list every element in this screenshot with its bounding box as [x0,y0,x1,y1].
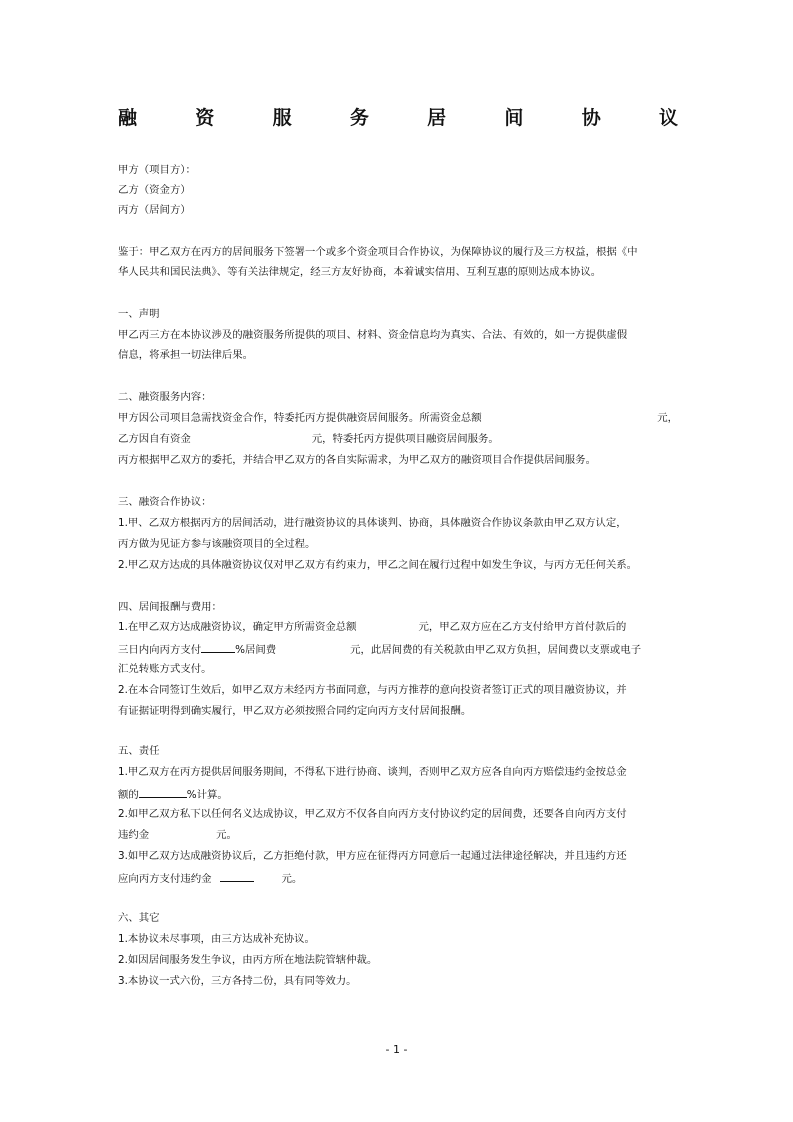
section-4-line-1-rest: 元，甲乙双方应在乙方支付给甲方首付款后的 [418,621,627,633]
section-3-line-3: 2.甲乙双方达成的具体融资协议仅对甲乙双方有约束力，甲乙之间在履行过程中如发生争议，与丙方无任何关系。 [118,559,638,571]
section-5-line-1: 1.甲乙双方在丙方提供居间服务期间，不得私下进行协商、谈判，否则甲乙双方应各自向丙方赔偿违约金按总金 [118,766,627,778]
section-4-heading: 四、居间报酬与费用： [118,601,222,613]
party-c-line: 丙方（居间方） [118,204,191,216]
section-2-line-2-text: 乙方因自有资金 [118,433,191,445]
section-6-heading: 六、其它 [118,912,160,924]
section-6-line-1: 1.本协议未尽事项，由三方达成补充协议。 [118,933,315,945]
section-1-heading: 一、声明 [118,308,160,320]
section-5-line-2-rest: %计算。 [186,789,228,801]
section-5-line-4 [118,828,237,842]
section-5-line-4-rest: 元。 [216,829,237,841]
section-4-line-2-fee: %居间费 [235,644,277,656]
party-a-line: 甲方（项目方）： [118,164,196,176]
section-2-line-1-unit: 元， [657,412,678,424]
section-1-line-1: 甲乙丙三方在本协议涉及的融资服务所提供的项目、材料、资金信息均为真实、合法、有效的，如一方提供虚假 [118,329,628,341]
percent-blank [139,786,187,798]
title-char: 务 [349,107,369,129]
section-5-line-2-text: 额的 [118,789,139,801]
section-1-line-2: 信息，将承担一切法律后果。 [118,349,254,361]
section-5-line-2 [118,786,228,802]
section-6-line-2: 2.如因居间服务发生争议，由丙方所在地法院管辖仲裁。 [118,954,378,966]
title-char: 居 [427,107,447,129]
document-title [118,103,678,131]
preamble-line-1: 鉴于：甲乙双方在丙方的居间服务下签署一个或多个资金项目合作协议，为保障协议的履行及三方权益，根据《中 [118,246,638,258]
section-5-line-6-rest: 元。 [281,873,303,885]
section-5-line-4-text: 违约金 [118,829,150,841]
title-char: 资 [195,107,215,129]
section-2-heading: 二、融资服务内容： [118,391,212,403]
section-4-line-3: 汇兑转账方式支付。 [118,663,212,675]
title-char: 融 [118,107,138,129]
section-3-line-2: 丙方做为见证方参与该融资项目的全过程。 [118,538,316,550]
preamble-line-2: 华人民共和国民法典》、等有关法律规定，经三方友好协商，本着诚实信用、互利互惠的原则达成本协议。 [118,266,602,278]
section-6-line-3: 3.本协议一式六份，三方各持二份，具有同等效力。 [118,975,357,987]
section-5-line-6 [118,870,302,886]
section-4-line-2 [118,641,641,657]
section-4-line-2-rest: 元，此居间费的有关税款由甲乙双方负担，居间费以支票或电子 [350,644,642,656]
title-char: 协 [581,107,601,129]
section-2-line-1 [118,411,678,425]
section-2-line-1-text: 甲方因公司项目急需找资金合作，特委托丙方提供融资居间服务。所需资金总额 [118,412,482,424]
section-2-line-2-unit: 元，特委托丙方提供项目融资居间服务。 [311,433,499,445]
section-2-line-2 [118,432,499,446]
section-5-line-3: 2.如甲乙双方私下以任何名义达成协议，甲乙双方不仅各自向丙方支付协议约定的居间费，还要各自向丙方支付 [118,808,627,820]
amount-blank [220,870,254,882]
section-5-heading: 五、责任 [118,745,160,757]
section-3-line-1: 1.甲、乙双方根据丙方的居间活动，进行融资协议的具体谈判、协商，具体融资合作协议条款由甲乙双方认定， [118,517,627,529]
page-number: - 1 - [385,1043,408,1056]
section-3-heading: 三、融资合作协议： [118,496,212,508]
party-b-line: 乙方（资金方） [118,184,191,196]
section-4-line-1-text: 1.在甲乙双方达成融资协议，确定甲方所需资金总额 [118,621,357,633]
percent-blank [201,641,235,653]
section-5-line-6-text: 应向丙方支付违约金 [118,873,212,885]
title-char: 议 [658,107,678,129]
section-4-line-4: 2.在本合同签订生效后，如甲乙双方未经丙方书面同意，与丙方推荐的意向投资者签订正式的项目融资协议，并 [118,684,627,696]
section-4-line-2-text: 三日内向丙方支付 [118,644,202,656]
section-2-line-3: 丙方根据甲乙双方的委托，并结合甲乙双方的各自实际需求，为甲乙双方的融资项目合作提供居间服务。 [118,454,596,466]
title-char: 间 [504,107,524,129]
section-4-line-1 [118,620,626,634]
section-4-line-5: 有证据证明得到确实履行，甲乙双方必须按照合同约定向丙方支付居间报酬。 [118,705,472,717]
section-5-line-5: 3.如甲乙双方达成融资协议后，乙方拒绝付款，甲方应在征得丙方同意后一起通过法律途径解决，并且违约方还 [118,850,627,862]
title-char: 服 [272,107,292,129]
